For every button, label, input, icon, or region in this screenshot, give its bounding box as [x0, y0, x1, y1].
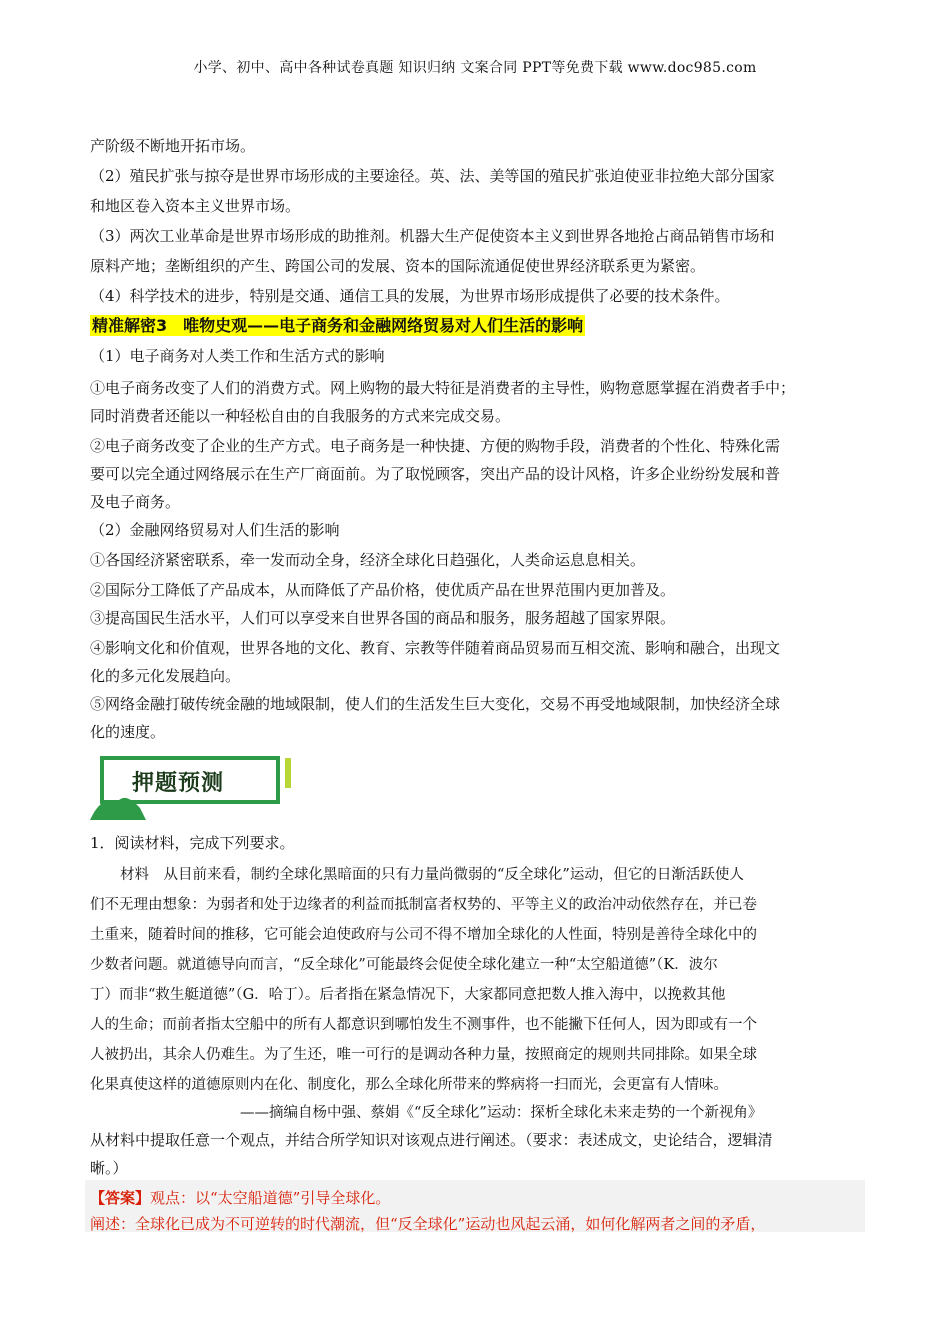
text-line: 化的速度。 — [90, 723, 166, 741]
material-line: 们不无理由想象：为弱者和处于边缘者的利益而抵制富者权势的、平等主义的政治冲动依然存在，并已卷 — [90, 897, 757, 913]
text-line: 化的多元化发展趋向。 — [90, 667, 241, 685]
badge-label: 押题预测 — [132, 771, 225, 796]
text-line: （2）金融网络贸易对人们生活的影响 — [90, 521, 340, 539]
section-heading: 精准解密3 唯物史观——电子商务和金融网络贸易对人们生活的影响 — [92, 316, 584, 335]
answer-text: 观点：以“太空船道德”引导全球化。 — [150, 1189, 391, 1207]
text-line: ①电子商务改变了人们的消费方式。网上购物的最大特征是消费者的主导性，购物意愿掌握在消费者手中； — [90, 379, 796, 397]
text-line: （4）科学技术的进步，特别是交通、通信工具的发展，为世界市场形成提供了必要的技术条件。 — [90, 287, 730, 305]
material-line: 丁）而非“救生艇道德”（G．哈丁）。后者指在紧急情况下，大家都同意把数人推入海中，以挽救其他 — [90, 987, 726, 1003]
requirement-line: 晰。） — [90, 1159, 128, 1177]
text-line: ①各国经济紧密联系，牵一发而动全身，经济全球化日趋强化，人类命运息息相关。 — [90, 551, 646, 569]
text-line: 要可以完全通过网络展示在生产厂商面前。为了取悦顾客，突出产品的设计风格，许多企业纷纷发展和普 — [90, 465, 781, 483]
material-line: 材料 从目前来看，制约全球化黑暗面的只有力量尚微弱的“反全球化”运动，但它的日渐活跃使人 — [120, 867, 744, 883]
requirement-line: 从材料中提取任意一个观点，并结合所学知识对该观点进行阐述。（要求：表述成文，史论结合，逻辑清 — [90, 1131, 773, 1149]
question-intro: 1．阅读材料，完成下列要求。 — [90, 834, 295, 852]
text-line: （2）殖民扩张与掠夺是世界市场形成的主要途径。英、法、美等国的殖民扩张迫使亚非拉绝大部分国家 — [90, 167, 775, 185]
text-line: 产阶级不断地开拓市场。 — [90, 137, 256, 155]
answer-tag: 【答案】 — [90, 1189, 151, 1207]
text-line: 同时消费者还能以一种轻松自由的自我服务的方式来完成交易。 — [90, 407, 511, 425]
material-source: ——摘编自杨中强、蔡娟《“反全球化”运动：探析全球化未来走势的一个新视角》 — [240, 1105, 763, 1121]
elaboration-line: 阐述：全球化已成为不可逆转的时代潮流，但“反全球化”运动也风起云涌，如何化解两者之间的矛盾， — [90, 1215, 766, 1233]
text-line: 原料产地；垄断组织的产生、跨国公司的发展、资本的国际流通促使世界经济联系更为紧密。 — [90, 257, 706, 275]
material-line: 化果真使这样的道德原则内在化、制度化，那么全球化所带来的弊病将一扫而光，会更富有人情味。 — [90, 1077, 728, 1093]
text-line: ②国际分工降低了产品成本，从而降低了产品价格，使优质产品在世界范围内更加普及。 — [90, 581, 676, 599]
section-badge — [90, 750, 295, 818]
answer-line — [90, 1187, 390, 1208]
text-line: ③提高国民生活水平，人们可以享受来自世界各国的商品和服务，服务超越了国家界限。 — [90, 609, 676, 627]
page-header: 小学、初中、高中各种试卷真题 知识归纳 文案合同 PPT等免费下载 www.doc985.com — [193, 60, 757, 76]
text-line: ⑤网络金融打破传统金融的地域限制，使人们的生活发生巨大变化，交易不再受地域限制，加快经济全球 — [90, 695, 781, 713]
material-line: 少数者问题。就道德导向而言，“反全球化”可能最终会促使全球化建立一种“太空船道德”（K．波尔 — [90, 957, 718, 973]
material-line: 土重来，随着时间的推移，它可能会迫使政府与公司不得不增加全球化的人性面，特别是善待全球化中的 — [90, 927, 757, 943]
text-line: ④影响文化和价值观，世界各地的文化、教育、宗教等伴随着商品贸易而互相交流、影响和融合，出现文 — [90, 639, 781, 657]
material-line: 人的生命；而前者指太空船中的所有人都意识到哪怕发生不测事件，也不能撇下任何人，因为即或有一个 — [90, 1017, 757, 1033]
text-line: （1）电子商务对人类工作和生活方式的影响 — [90, 347, 385, 365]
text-line: ②电子商务改变了企业的生产方式。电子商务是一种快捷、方便的购物手段，消费者的个性化、特殊化需 — [90, 437, 781, 455]
text-line: 和地区卷入资本主义世界市场。 — [90, 197, 301, 215]
material-line: 人被扔出，其余人仍难生。为了生还，唯一可行的是调动各种力量，按照商定的规则共同排除。如果全球 — [90, 1047, 757, 1063]
text-line: （3）两次工业革命是世界市场形成的助推剂。机器大生产促使资本主义到世界各地抢占商品销售市场和 — [90, 227, 775, 245]
text-line: 及电子商务。 — [90, 493, 181, 511]
